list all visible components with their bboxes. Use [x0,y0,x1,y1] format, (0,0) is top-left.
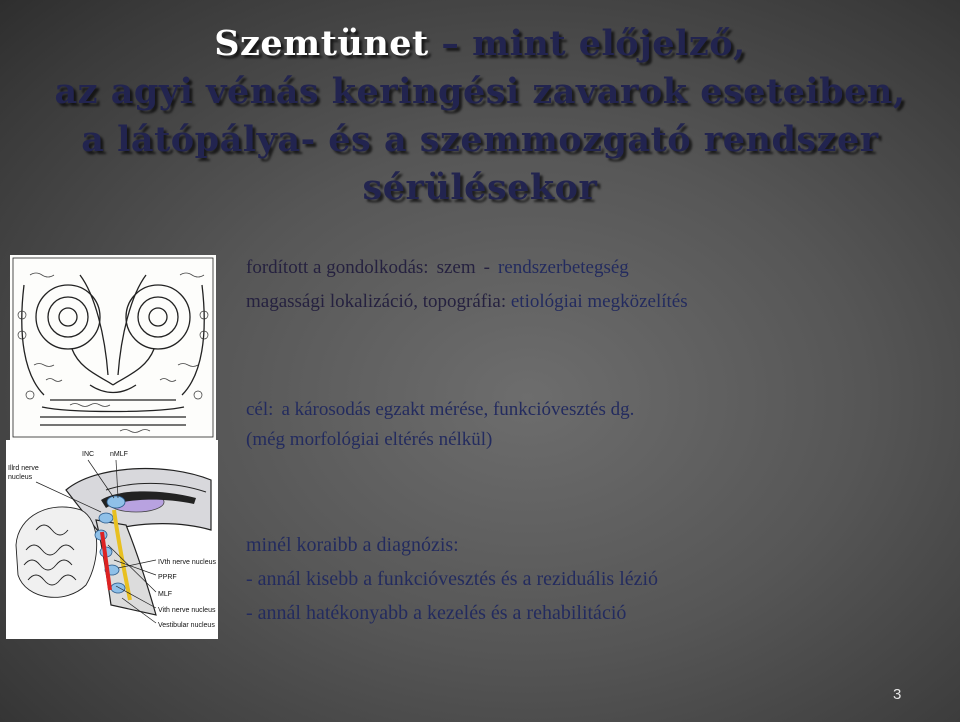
text-line-5: minél koraibb a diagnózis: [246,534,459,556]
text-line-3 [246,398,634,422]
text-line-3-a: cél: [246,399,274,420]
text-line-2-a: magassági lokalizáció, topográfia: [246,291,507,312]
title-line-2: az agyi vénás keringési zavarok eseteiben, [54,71,906,112]
label-mlf: MLF [158,591,172,598]
text-line-1 [246,256,629,280]
label-vestibular: Vestibular nucleus [158,622,215,629]
title-highlight: Szemtünet [214,23,429,64]
text-line-7: - annál hatékonyabb a kezelés és a rehabilitáció [246,602,627,624]
label-illrd-nerve: Illrd nerve [8,465,39,472]
label-pprf: PPRF [158,574,177,581]
slide-title [40,20,920,212]
text-line-1-a: fordított a gondolkodás: [246,257,429,278]
text-line-6: - annál kisebb a funkcióvesztés és a reziduális lézió [246,568,659,590]
title-line-1-rest: – mint előjelző, [428,23,746,64]
page-number: 3 [893,686,902,703]
label-inc: INC [82,451,95,458]
text-line-1-d: rendszerbetegség [497,257,629,278]
text-line-4: (még morfológiai eltérés nélkül) [246,429,493,450]
title-line-1 [40,20,920,68]
text-line-1-b: szem [436,257,476,278]
text-line-2 [246,290,688,314]
text-line-1-c: - [483,257,490,278]
brainstem-diagram-image [6,440,218,639]
label-illrd-nucleus: nucleus [8,474,33,481]
anatomical-drawing-figure [10,255,216,440]
brainstem-diagram-figure [6,440,218,639]
title-line-4: sérülésekor [362,167,598,208]
text-line-2-b: etiológiai megközelítés [510,291,688,312]
text-line-3-b: a károsodás egzakt mérése, funkcióvesztés dg. [281,399,635,420]
title-line-3: a látópálya- és a szemmozgató rendszer [81,119,879,160]
label-ivth: IVth nerve nucleus [158,559,216,566]
anatomical-drawing-image [10,255,216,440]
label-nmlf: nMLF [110,451,128,458]
label-vith: Vith nerve nucleus [158,607,216,614]
